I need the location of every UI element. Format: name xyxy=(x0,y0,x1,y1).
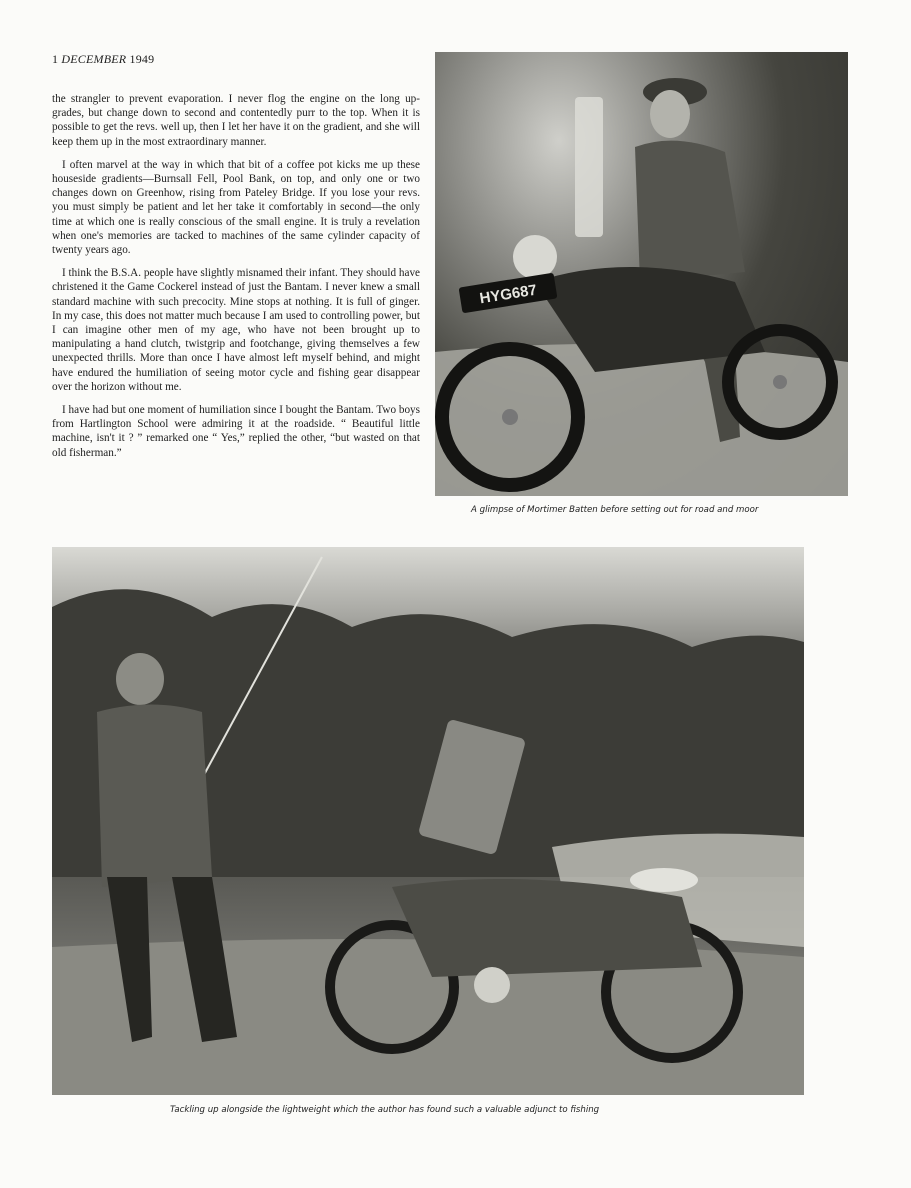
fishing-photo xyxy=(52,547,804,1095)
rider-photo-caption: A glimpse of Mortimer Batten before setting out for road and moor xyxy=(471,505,759,515)
article-paragraph: I often marvel at the way in which that bit of a coffee pot kicks me up these houseside gradients—Burnsall Fell, Pool Bank, on top, and only one or two changes down on Greenhow, rising from Pateley Bridge. If you lose your revs. you must simply be patient and let her take it comfortably in second—the only time at which one is really conscious of the small engine. It is truly a revelation when one's memories are tacked to machines of the same cylinder capacity of twenty years ago. xyxy=(52,158,420,257)
header-year: 1949 xyxy=(129,52,155,66)
article-paragraph: I have had but one moment of humiliation since I bought the Bantam. Two boys from Hartlington School were admiring it at the roadside. “ Beautiful little machine, isn't it ? ” remarked one “ Yes,” replied the other, “but wasted on that old fisherman.” xyxy=(52,404,420,459)
header-month: DECEMBER xyxy=(61,52,127,66)
header-day: 1 xyxy=(52,52,59,66)
rider-photo xyxy=(435,52,848,496)
number-plate: HYG687 xyxy=(478,281,538,308)
article-text xyxy=(52,92,420,469)
rider-photo-illustration xyxy=(435,52,848,496)
fishing-photo-caption: Tackling up alongside the lightweight which the author has found such a valuable adjunct to fishing xyxy=(170,1105,600,1115)
article-paragraph: the strangler to prevent evaporation. I never flog the engine on the long up-grades, but change down to second and contentedly purr to the top. When it is possible to get the revs. well up, then I let her have it on the gradient, and she will keep them up in the most extraordinary manner. xyxy=(52,93,420,148)
page-header xyxy=(52,52,154,67)
fishing-photo-illustration xyxy=(52,547,804,1095)
article-paragraph: I think the B.S.A. people have slightly misnamed their infant. They should have christened it the Game Cockerel instead of just the Bantam. I never knew a small standard machine with such precocity. Mine stops at nothing. It is full of ginger. In my case, this does not matter much because I am used to controlling power, but I can imagine other men of my age, who have not been brought up to manipulating a hand clutch, twistgrip and footchange, giving themselves a few unexpected thrills. More than once I have almost left myself behind, and might have endured the humiliation of seeing motor cycle and fishing gear disappear over the horizon without me. xyxy=(52,267,420,393)
